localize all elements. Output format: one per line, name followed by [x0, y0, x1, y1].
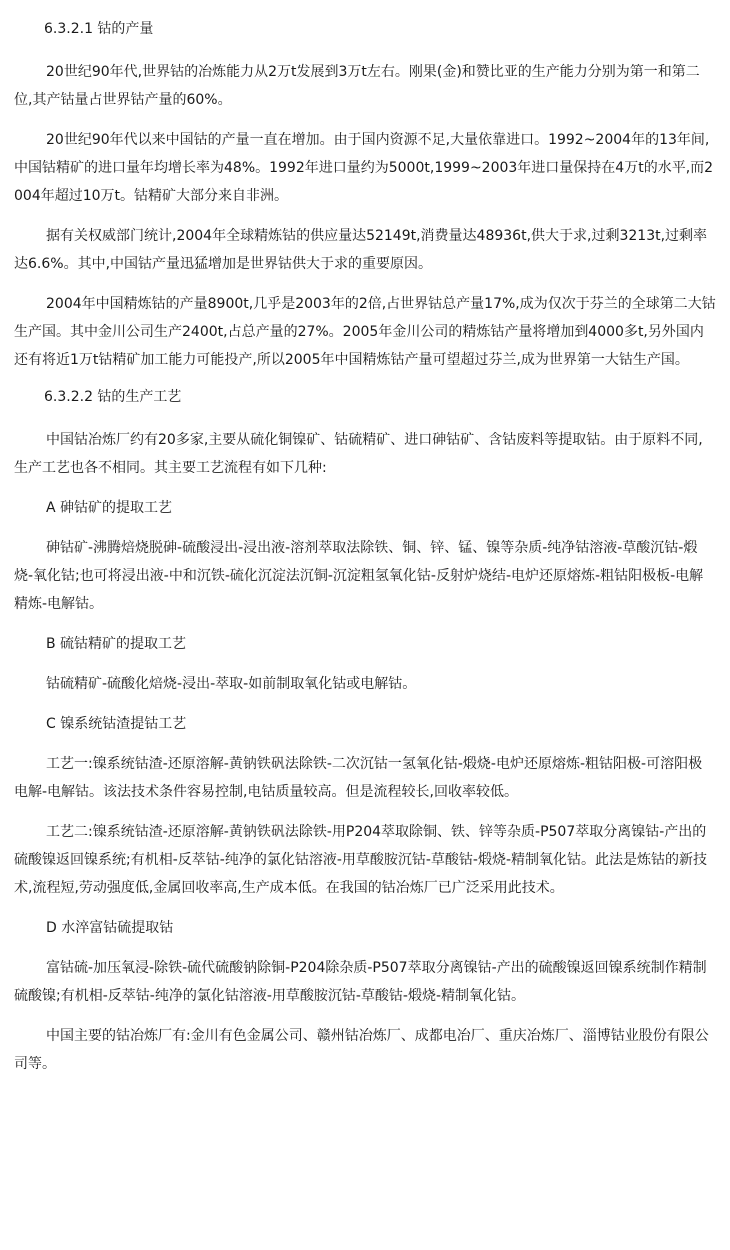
paragraph-process-one: 工艺一:镍系统钴渣-还原溶解-黄钠铁矾法除铁-二次沉钴一氢氧化钴-煅烧-电炉还原熔炼-粗钴阳极-可溶阳极电解-电解钴。该法技术条件容易控制,电钴质量较高。但是流程较长,回收率较低。 [14, 756, 703, 800]
subheading-water-quenched-matte: D 水淬富钴硫提取钴 [46, 920, 174, 936]
paragraph-sulfur-process: 钴硫精矿-硫酸化焙烧-浸出-萃取-如前制取氧化钴或电解钴。 [46, 676, 417, 692]
section-heading-production-process: 6.3.2.2 钴的生产工艺 [44, 389, 182, 405]
subheading-arsenic-cobalt-ore: A 砷钴矿的提取工艺 [46, 500, 173, 516]
paragraph-process-two: 工艺二:镍系统钴渣-还原溶解-黄钠铁矾法除铁-用P204萃取除铜、铁、锌等杂质-P507萃取分离镍钴-产出的硫酸镍返回镍系统;有机相-反萃钴-纯净的氯化钴溶液-用草酸胺沉钴-草酸钴-煅烧-精制氧化钴。此法是炼钴的新技术,流程短,劳动强度低,金属回收率高,生产成本低。在我国的钴冶炼厂已广泛采用此技术。 [14, 824, 708, 896]
paragraph-main-smelters: 中国主要的钴冶炼厂有:金川有色金属公司、赣州钴冶炼厂、成都电冶厂、重庆冶炼厂、淄博钴业股份有限公司等。 [14, 1028, 709, 1072]
paragraph-process-overview: 中国钴冶炼厂约有20多家,主要从硫化铜镍矿、钴硫精矿、进口砷钴矿、含钴废料等提取钴。由于原料不同,生产工艺也各不相同。其主要工艺流程有如下几种: [14, 432, 703, 476]
paragraph-china-refined-output: 2004年中国精炼钴的产量8900t,几乎是2003年的2倍,占世界钴总产量17%,成为仅次于芬兰的全球第二大钴生产国。其中金川公司生产2400t,占总产量的27%。2005年金川公司的精炼钴产量将增加到4000多t,另外国内还有将近1万t钴精矿加工能力可能投产,所以2005年中国精炼钴产量可望超过芬兰,成为世界第一大钴生产国。 [14, 296, 716, 368]
section-heading-cobalt-production: 6.3.2.1 钴的产量 [44, 21, 154, 37]
subheading-sulfur-cobalt-concentrate: B 硫钴精矿的提取工艺 [46, 636, 187, 652]
paragraph-matte-process: 富钴硫-加压氧浸-除铁-硫代硫酸钠除铜-P204除杂质-P507萃取分离镍钴-产出的硫酸镍返回镍系统制作精制硫酸镍;有机相-反萃钴-纯净的氯化钴溶液-用草酸胺沉钴-草酸钴-煅烧-精制氧化钴。 [14, 960, 707, 1004]
paragraph-china-imports: 20世纪90年代以来中国钴的产量一直在增加。由于国内资源不足,大量依靠进口。1992~2004年的13年间, 中国钴精矿的进口量年均增长率为48%。1992年进口量约为5000t,1999~2003年进口量保持在4万t的水平,而2004年超过10万t。钴精矿大部分来自非洲。 [14, 132, 714, 204]
subheading-nickel-system-slag: C 镍系统钴渣提钴工艺 [46, 716, 187, 732]
paragraph-arsenic-process: 砷钴矿-沸腾焙烧脱砷-硫酸浸出-浸出液-溶剂萃取法除铁、铜、锌、锰、镍等杂质-纯净钴溶液-草酸沉钴-煅烧-氧化钴;也可将浸出液-中和沉铁-硫化沉淀法沉铜-沉淀粗氢氧化钴-反射炉烧结-电炉还原熔炼-粗钴阳极板-电解精炼-电解钴。 [14, 540, 704, 612]
paragraph-global-supply: 据有关权威部门统计,2004年全球精炼钴的供应量达52149t,消费量达48936t,供大于求,过剩3213t,过剩率达6.6%。其中,中国钴产量迅猛增加是世界钴供大于求的重要原因。 [14, 228, 708, 272]
paragraph-world-capacity: 20世纪90年代,世界钴的冶炼能力从2万t发展到3万t左右。刚果(金)和赞比亚的生产能力分别为第一和第二位,其产钴量占世界钴产量的60%。 [14, 64, 700, 108]
